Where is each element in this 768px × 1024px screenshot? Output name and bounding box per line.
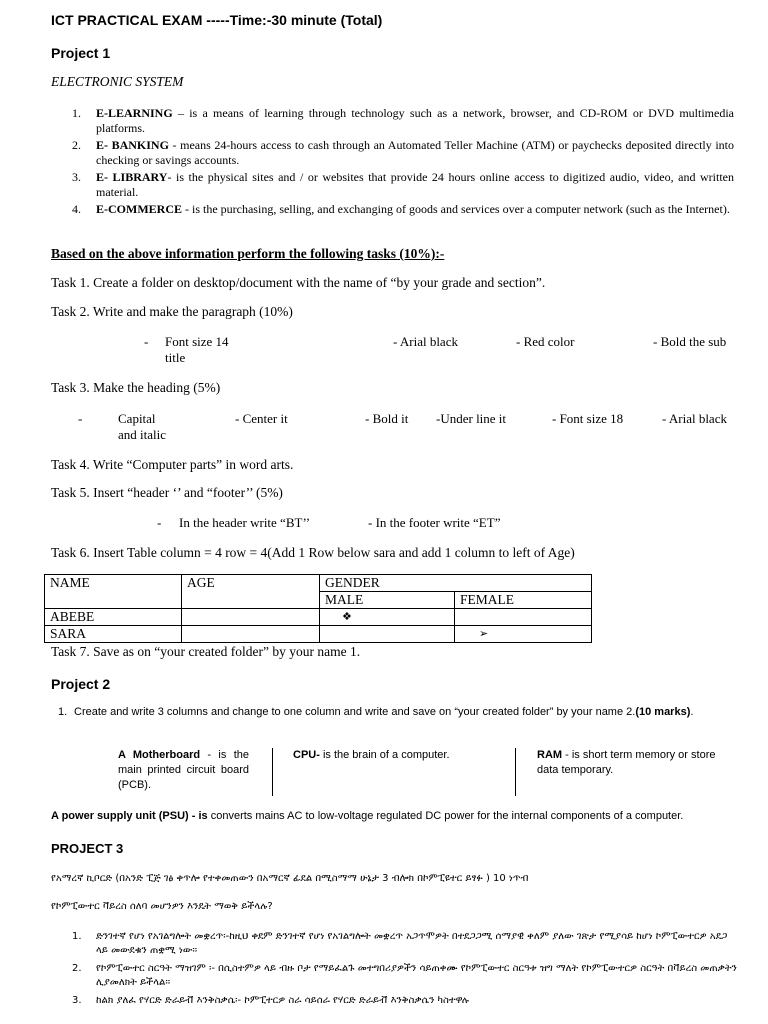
list-item-term: E- LIBRARY [96, 170, 168, 184]
list-item-term: E-COMMERCE [96, 202, 182, 216]
amharic-question: የኮምፒውተር ቫይረስ ሰለባ መሆንዎን እንዴት ማወቅ ይችላሉ? [51, 901, 273, 912]
task2-option: - Bold the sub [653, 334, 727, 349]
list-item [72, 930, 738, 958]
task2-option [165, 334, 229, 366]
project1-subtitle: ELECTRONIC SYSTEM [51, 74, 184, 89]
list-item [72, 106, 734, 138]
column-divider [272, 748, 273, 796]
list-item-number: 4. [72, 202, 81, 216]
table-cell: ABEBE [45, 609, 182, 626]
table-cell [182, 609, 320, 626]
electronic-system-list [72, 106, 734, 234]
list-item-text: የኮምፒውተር ስርዓት ማዝገም ፡- በሲስተምዎ ላይ ብዙ ቦታ የማይፈልጉ መተግበሪያዎችን ሳይጠቀሙ የኮምፒውተር ስርዓቱ ዝግ ማለት የኮምፒውተርዎ ስርዓት በቫይረስ መጠቃትን ሊያመለክት ይችላል፡፡ [96, 963, 737, 988]
task-2: Task 2. Write and make the paragraph (10%) [51, 304, 293, 319]
table-cell [455, 609, 592, 626]
list-item-number: 1. [72, 106, 81, 120]
table-header-cell: NAME [45, 575, 182, 609]
instruction-marks: (10 marks) [635, 706, 691, 718]
task3-option-text: Capital [118, 411, 156, 426]
column-term: A Motherboard [118, 749, 201, 761]
task-5: Task 5. Insert “header ‘’ and “footer’’ (5%) [51, 485, 283, 500]
table-header-cell: AGE [182, 575, 320, 609]
instruction-text: Create and write 3 columns and change to one column and write and save on “your created folder” by your name 2. [74, 706, 636, 718]
tasks-heading: Based on the above information perform the following tasks (10%):- [51, 246, 445, 261]
project2-instruction [74, 706, 693, 718]
column-ram [537, 748, 736, 778]
task-4: Task 4. Write “Computer parts” in word arts. [51, 457, 294, 472]
column-desc: is the brain of a computer. [319, 749, 450, 761]
table-cell [320, 626, 455, 643]
task3-option: - Center it [235, 411, 288, 426]
task-6: Task 6. Insert Table column = 4 row = 4(Add 1 Row below sara and add 1 column to left of Age) [51, 545, 575, 560]
psu-paragraph [51, 810, 683, 822]
task3-option: - Font size 18 [552, 411, 624, 426]
column-desc: - is the main printed circuit board (PCB). [118, 749, 249, 791]
gender-table [44, 574, 592, 643]
diamond-bullet-icon: ❖ [320, 609, 455, 626]
task3-option: - Arial black [662, 411, 727, 426]
task2-option: - Red color [516, 334, 575, 349]
table-row [45, 626, 592, 643]
task-3: Task 3. Make the heading (5%) [51, 380, 221, 395]
column-motherboard [118, 748, 249, 793]
list-item [72, 202, 734, 234]
column-divider [515, 748, 516, 796]
list-item-term: E-LEARNING [96, 106, 173, 120]
task3-option [118, 411, 166, 443]
list-item-number: 2. [72, 138, 81, 152]
arrow-bullet-icon: ➢ [455, 626, 592, 643]
list-item [72, 994, 738, 1008]
list-item [72, 138, 734, 170]
exam-title: ICT PRACTICAL EXAM -----Time:-30 minute (Total) [51, 12, 383, 28]
list-item [72, 170, 734, 202]
list-item-number: 1. [58, 706, 68, 718]
task2-option-text: title [165, 350, 186, 365]
task-1: Task 1. Create a folder on desktop/document with the name of “by your grade and section”. [51, 275, 546, 290]
amharic-intro: የአማረኛ ኪቦርድ (በአንድ ፒጅ ገፅ ቀጥሎ የተቀመጠውን በአማርኛ ፊደል በሚስማማ ሁኔታ 3 ብሎክ በኮምፒዩተር ይፃፉ ) 10 ነጥብ [51, 873, 529, 884]
table-header-cell: GENDER [320, 575, 592, 592]
bullet-dash: - [78, 411, 83, 426]
bullet-dash: - [157, 515, 162, 530]
table-row [45, 575, 592, 592]
column-term: CPU- [293, 749, 320, 761]
task5-option: In the header write “BT’’ [179, 515, 311, 530]
list-item-desc: - is the purchasing, selling, and exchanging of goods and services over a computer network (such as the Internet). [182, 202, 730, 216]
table-cell [182, 626, 320, 643]
task3-option-text: and italic [118, 427, 167, 442]
list-item-text: ከልክ ያለፈ የሃርድ ድራይቭ እንቅስቃሴ፡- ኮምፒተርዎ ስራ ሳይሰራ የሃርድ ድራይቭ እንቅስቃሴን ካስተዋሉ [96, 995, 469, 1006]
bullet-dash: - [144, 334, 149, 349]
list-item-number: 2. [72, 963, 82, 974]
psu-term: A power supply unit (PSU) - is [51, 810, 208, 822]
list-item-desc: – is a means of learning through technology such as a network, browser, and CD-ROM or DVD multimedia platforms. [96, 106, 734, 135]
table-cell: SARA [45, 626, 182, 643]
task2-option-text: Font size 14 [165, 334, 229, 349]
task3-option: -Under line it [436, 411, 507, 426]
list-item-desc: - means 24-hours access to cash through an Automated Teller Machine (ATM) or paychecks deposited directly into checking or savings accounts. [96, 138, 734, 167]
column-desc: - is short term memory or store data temporary. [537, 749, 716, 776]
list-item-text: ድንገተኛ የሆነ የአገልግሎት መቋረጥ፡-ከዚህ ቀደም ድንገተኛ የሆነ የአገልግሎት መቋረጥ አጋጥሞዎት በተደጋጋሚ ሰማያዊ ቀለም ያለው ገጽታ የሚያሳይ ከሆነ ኮምፒውተርዎ አደጋ ላይ መውደቁን ጠቋሚ ነው፡፡ [96, 931, 728, 956]
task-7: Task 7. Save as on “your created folder” by your name 1. [51, 644, 361, 659]
table-row [45, 609, 592, 626]
list-item-number: 1. [72, 931, 82, 942]
column-term: RAM [537, 749, 563, 761]
column-cpu [293, 748, 503, 763]
table-header-cell: MALE [320, 592, 455, 609]
table-header-cell: FEMALE [455, 592, 592, 609]
instruction-end: . [690, 706, 694, 718]
project3-heading: PROJECT 3 [51, 841, 124, 856]
project2-heading: Project 2 [51, 676, 111, 692]
list-item-number: 3. [72, 995, 82, 1006]
project1-heading: Project 1 [51, 45, 111, 61]
amharic-list [72, 930, 738, 1008]
list-item-number: 3. [72, 170, 81, 184]
list-item [72, 962, 738, 990]
list-item-desc: - is the physical sites and / or websites that provide 24 hours online access to digitized audio, video, and written material. [96, 170, 734, 199]
task5-option: - In the footer write “ET” [368, 515, 501, 530]
psu-desc: converts mains AC to low-voltage regulated DC power for the internal components of a computer. [207, 810, 684, 822]
task2-option: - Arial black [393, 334, 458, 349]
list-item-term: E- BANKING [96, 138, 169, 152]
task3-option: - Bold it [365, 411, 409, 426]
